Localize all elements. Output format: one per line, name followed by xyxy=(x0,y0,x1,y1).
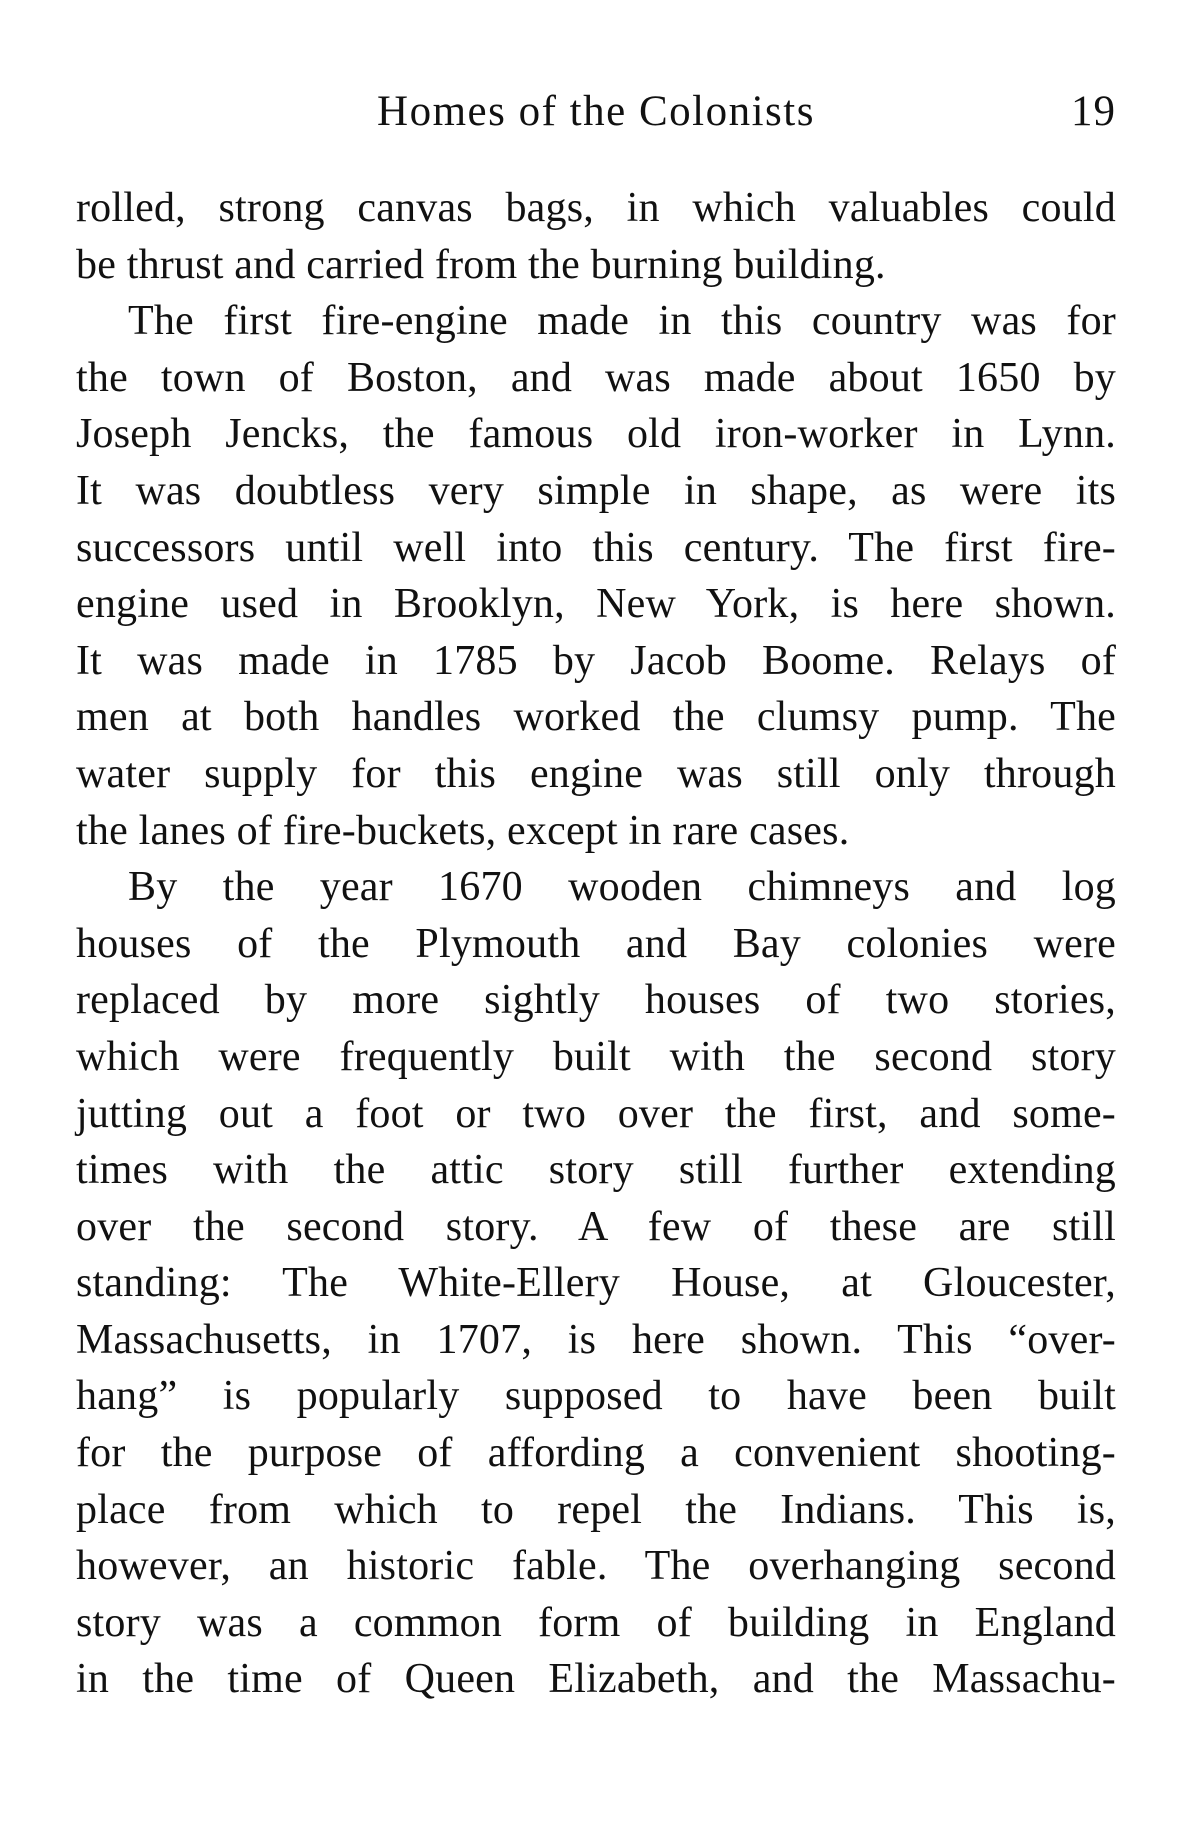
text-line: over the second story. A few of these are still xyxy=(76,1203,1116,1250)
text-line: story was a common form of building in England xyxy=(76,1599,1116,1646)
running-title: Homes of the Colonists xyxy=(377,88,815,135)
text-line: be thrust and carried from the burning building. xyxy=(76,241,886,288)
text-line: standing: The White-Ellery House, at Gloucester, xyxy=(76,1260,1116,1307)
text-line: Joseph Jencks, the famous old iron-worker in Lynn. xyxy=(76,411,1116,458)
text-line: rolled, strong canvas bags, in which valuables could xyxy=(76,185,1116,231)
text-line: It was doubtless very simple in shape, as were its xyxy=(76,467,1116,514)
text-line: hang” is popularly supposed to have been built xyxy=(76,1373,1116,1420)
text-line: however, an historic fable. The overhanging second xyxy=(76,1543,1116,1590)
text-line: the lanes of fire-buckets, except in rare cases. xyxy=(76,807,850,854)
text-line: men at both handles worked the clumsy pump. The xyxy=(76,694,1116,741)
text-line: engine used in Brooklyn, New York, is here shown. xyxy=(76,581,1116,628)
text-line: By the year 1670 wooden chimneys and log xyxy=(128,864,1116,911)
text-line: jutting out a foot or two over the first, and some- xyxy=(76,1090,1116,1137)
body-text xyxy=(76,180,1116,1708)
text-line: The first fire-engine made in this country was for xyxy=(128,298,1116,345)
text-line: times with the attic story still further extending xyxy=(76,1147,1116,1194)
text-line: place from which to repel the Indians. This is, xyxy=(76,1486,1116,1533)
text-line: for the purpose of affording a convenient shooting- xyxy=(76,1430,1116,1477)
text-line: which were frequently built with the second story xyxy=(76,1033,1116,1080)
text-line: houses of the Plymouth and Bay colonies were xyxy=(76,920,1116,967)
text-line: successors until well into this century. The first fire- xyxy=(76,524,1116,571)
text-line: water supply for this engine was still only through xyxy=(76,750,1116,797)
text-line: replaced by more sightly houses of two stories, xyxy=(76,977,1116,1024)
text-line: Massachusetts, in 1707, is here shown. This “over- xyxy=(76,1316,1116,1363)
text-line: It was made in 1785 by Jacob Boome. Relays of xyxy=(76,637,1116,684)
page-number: 19 xyxy=(1071,88,1116,135)
text-line: the town of Boston, and was made about 1650 by xyxy=(76,354,1116,401)
running-head xyxy=(76,80,1116,144)
text-line: in the time of Queen Elizabeth, and the Massachu- xyxy=(76,1656,1116,1703)
